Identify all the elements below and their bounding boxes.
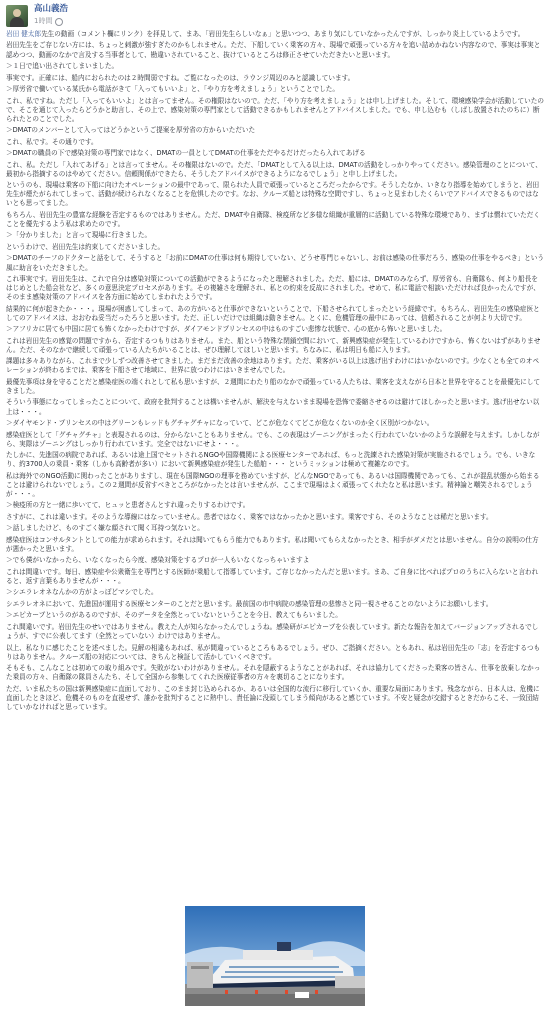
post-paragraph: これ事実です。岩田先生は、これで自分は感染対策についての活動ができるようになったと理解されました。ただ、船には、DMATのみならず、厚労省も、自衛隊も、何より船長をはじめとした船会社など、多くの意思決定プロセスがあります。その複雑さを理解され、私との約束を反故にされました。せめて、私に電話で相談いただければ良かったんですが、そのまま感染対策のアドバイスを各方面に始めてしまわれたようです。: [6, 275, 540, 302]
quoted-statement: ＞検疫所の方と一緒に歩いてて、ヒュッと患者さんとすれ違ったりするわけです。: [6, 501, 250, 510]
post-paragraph: これは間違いです。毎日、感染症や公衆衛生を専門とする医師が乗船して指導しています。ご存じなかったんだと思います。まあ、ご自身に比べればプロのうちに入らないと言われると、返す言葉もありませんが・・・。: [6, 567, 539, 585]
post-paragraph: 最優先事項は身を守ることだと感染症医の端くれとして私も思いますが、２週間にわたり船のなかで頑張っている人たちは、乗客を支えながら日本と世界を守ることを最優先にしてきました。: [6, 377, 541, 395]
post-paragraph: これ、私ですね。ただし「入ってもいいよ」とは言ってません。その権限はないので。ただ、「やり方を考えましょう」とは申し上げました。そして、環境感染学会が活動していたので、そこを通じて入ったらどうかと助言し、その上で、感染対策の専門家として活動できるかもしれませんとアドバイスしました。でも、申し込むも（しばし放置されたのちに）断られたとのことでした。: [6, 96, 544, 123]
author-name[interactable]: 高山義浩: [34, 4, 69, 14]
post-paragraph: 以上、私なりに感じたことを述べました。見解の相違もあれば、私が間違っているところもあるでしょう。ぜひ、ご指摘ください。ともあれ、私は岩田先生の「志」を否定するつもりはありません。クルーズ船の対応については、きちんと検証して活かしていくべきです。: [6, 643, 541, 661]
post-paragraph: そういう事態になってしまったことについて、政府を批判することは構いませんが、解決を与えないまま現場を恐怖で委縮させるのは避けてほしかったと思います。逃げ出せない以上は・・・。: [6, 398, 540, 416]
quoted-statement: ＞エピカーブというのがあるのですが、そのデータを全然とっていないということを今日、教えてもらいました。: [6, 611, 342, 620]
post-time[interactable]: 1時間: [34, 17, 53, 25]
post-paragraph: そもそも、こんなことは初めての取り組みです。失敗がないわけがありません。それを隠蔽するようなことがあれば、それは協力してくださった乗客の皆さん、仕事を放棄しなかった乗員の方々、自衛隊の隊員さんたち、そして全国から参集してくれた医療従事者の方々を裏切ることになります。: [6, 664, 541, 682]
quoted-statement: ＞「分かりました」と言って現場に行きました。: [6, 231, 152, 240]
post-paragraph: 感染症医として「グチャグチャ」と表現されるのは、分からないこともありません。でも、この表現はゾーニングがまったく行われていないかのような誤解を与えます。しかしながら、実際はゾーニングはしっかり行われています。完全ではないにせよ・・・。: [6, 430, 540, 448]
globe-icon: [55, 18, 63, 26]
post-paragraph: というわけで、岩田先生は約束してくださいました。: [6, 242, 165, 251]
post-paragraph: 感染症医はコンサルタントとしての能力が求められます。それは聞いてもらう能力でもあります。私は聞いてもらえなかったとき、相手がダメだとは思いません。自分の説明の仕方が悪かったと思います。: [6, 535, 539, 553]
post-paragraph: これ、私。ただし「入れてあげる」とは言ってません。その権限はないので。ただ、「DMATとして入る以上は、DMATの活動をしっかりやってください。感染管理のことについて、最初から指摘するのはやめてください。信頼関係ができたら、そうしたアドバイスができるようになるでしょう」と申し上げました。: [6, 160, 542, 178]
post-paragraph: 岩田先生をご存じない方には、ちょっと刺激が強すぎたのかもしれません。ただ、下船していく乗客の方々、現場で頑張っている方々を追い詰めかねない内容なので、事実は事実と認めつつ、動画のなかで言及する当事者として、勘違いされていること、抜けているところは修正させていただきたいと思います。: [6, 41, 541, 59]
post-paragraph: シエラレオネにおいて、先進国が運用する医療センターのことだと思います。最前国の市中病院の感染管理の悲惨さと同一視させることのないようにお願いします。: [6, 599, 493, 608]
quoted-statement: ＞DMATのメンバーとして入ってはどうかというご提案を厚労省の方からいただいた: [6, 126, 256, 135]
post-paragraph: これ、私です。その通りです。: [6, 137, 98, 146]
cruise-ship-image: [185, 906, 365, 1006]
author-avatar[interactable]: [6, 5, 28, 27]
post-paragraph: これ間違いです。岩田先生のせいではありません。教えた人が知らなかったんでしょうね。感染研がエピカーブを公表しています。新たな報告を加えてバージョンアップされるでしょうが、すでに公表してます（全然とっていない）わけではありません。: [6, 622, 539, 641]
post-paragraph: さすがに、これは違います。そのような導線にはなっていません。患者ではなく、乗客ではなかったかと思います。乗客ですら、そのようなことは稀だと思います。: [6, 512, 493, 521]
post-paragraph: これは岩田先生の感覚の問題ですから、否定するつもりはありません。また、船という特殊な閉鎖空間において、新興感染症が発生しているわけですから、怖くないはずがありません。ただ、そのなかで継続して頑張っている人たちがいることは、ぜひ理解してほしいと思います。ちなみに、私は明日も船に入ります。: [6, 336, 541, 354]
post-meta: [34, 4, 68, 27]
post-paragraph: 結果的に何が起きたか・・・。現場が困惑してしまって、あの方がいると仕事ができないということで、下船させられてしまったという経緯です。もちろん、岩田先生の感染症医としてのアドバイスは、おおむね妥当だったろうと思います。ただ、正しいだけでは組織は動きません。とくに、危機管理の最中にあっては、信頼されることが何より大切です。: [6, 304, 540, 322]
quoted-statement: ＞でも僕がいなかったら、いなくなったら今度、感染対策をするプロが一人もいなくなっちゃいますよ: [6, 556, 310, 565]
post-paragraph: 私は海外でのNGO活動に関わったことがありますし、現在も国際NGOの理事を務めていますが、どんなNGOであっても、あるいは国際機関であっても、これが混乱状態から始まることは避けられないでしょう。この２週間が反省すべきところがなかったとは言いませんが、ここまで現場はよく頑張ってくれたなと私は思います。精神論と嘲笑されるでしょうが・・・。: [6, 471, 540, 498]
quoted-statement: ＞厚労省で働いている某氏から電話がきて「入ってもいいよ」と、「やり方を考えましょう」ということでした。: [6, 85, 339, 94]
post-paragraph: というのも、現場は乗客の下船に向けたオペレーションの最中であって、限られた人員で頑張っているところだったからです。そうしたなか、いきなり指導を始めてしまうと、岩田先生が煙たがられてしまって、活動が続けられなくなることを危惧したのです。なお、クルーズ船とは特殊な空間ですし、ちょっと見まわしたくらいでアドバイスできるものではないとも思ってました。: [6, 181, 540, 208]
quoted-statement: ＞シエラレオネなんかの方がよっぽどマシでした。: [6, 588, 158, 597]
quoted-statement: ＞DMATのチーフのドクターと話をして、そうすると「お前にDMATの仕事は何も期待していない、どうせ専門じゃないし、お前は感染の仕事だろう、感染の仕事をやるべき」という風に助言をいただきました。: [6, 254, 544, 272]
mention-link[interactable]: 岩田 健太郎: [6, 30, 42, 38]
cruise-ship-photo[interactable]: [185, 906, 365, 1006]
quoted-statement: ＞１日で追い出されてしまいました。: [6, 62, 119, 71]
post-paragraph: たしかに、先進国の病院であれば、あるいは途上国でセットされるNGOや国際機関による医療センターであれば、もっと洗練された感染対策が実施されるでしょう。でも、いきなり、約3700人の乗員・乗客（しかも高齢者が多い）において新興感染症が発生した船舶・・・ というミッションは極めて複雑なのです。: [6, 451, 536, 469]
post-header: [6, 4, 544, 30]
post-paragraph: 課題は多々ありながら、これまで少しずつ改善させてきました。まだまだ改善の余地はあります。ただ、乗客がいる以上は逃げ出すわけにはいかないのです。少なくとも全てのオペレーションが終わるまでは、乗客を下船させて地域に、世界に放つわけにはいきませんでした。: [6, 357, 540, 375]
timestamp-row: [34, 16, 68, 27]
post-paragraph: ただ、いま私たちの国は新興感染症に直面しており、このまま封じ込められるか、あるいは全国的な流行に移行していくか、重要な局面にあります。残念ながら、日本人は、危機に直面したときほど、危機そのものを直視せず、誰かを批判することに熱中し、責任論に没頭してしまう傾向があると感じています。不安と疑念が交錯するときだからこそ、一致団結していかなければと思っています。: [6, 684, 540, 711]
quoted-statement: ＞DMATの職員の下で感染対策の専門家ではなく、DMATの一員としてDMATの仕事をただやるだけだったら入れてあげる: [6, 149, 366, 158]
post-paragraph: もちろん、岩田先生の豊富な経験を否定するものではありません。ただ、DMATや自衛隊、検疫所など多様な組織が重層的に活動している特殊な環境であり、まずは慣れていただくことを優先するよう私は求めたのです。: [6, 210, 540, 228]
intro-text: 先生の動画（コメント欄にリンク）を拝見して、まあ、「岩田先生らしいなぁ」と思いつつ、あまり気にしていなかったんですが、しっかり炎上しているようです。: [41, 30, 525, 38]
post-paragraph: 事実です。正確には、船内におられたのは２時間弱ですね。ご覧になったのは、ラウンジ周辺のみと認識しています。: [6, 73, 355, 82]
quoted-statement: ＞アフリカに居ても中国に居ても怖くなかったわけですが、ダイアモンドプリンセスの中はものすごい悲惨な状態で、心の底から怖いと思いました。: [6, 325, 447, 334]
quoted-statement: ＞ダイヤモンド・プリンセスの中はグリーンもレッドもグチャグチャになっていて、どこが危なくてどこが危なくないのか全く区別がつかない。: [6, 419, 434, 428]
post-body: [6, 30, 544, 712]
intro-paragraph: [6, 30, 544, 39]
quoted-statement: ＞話しましたけど、ものすごく嫌な顔されて聞く耳持つ気ないと。: [6, 524, 204, 533]
